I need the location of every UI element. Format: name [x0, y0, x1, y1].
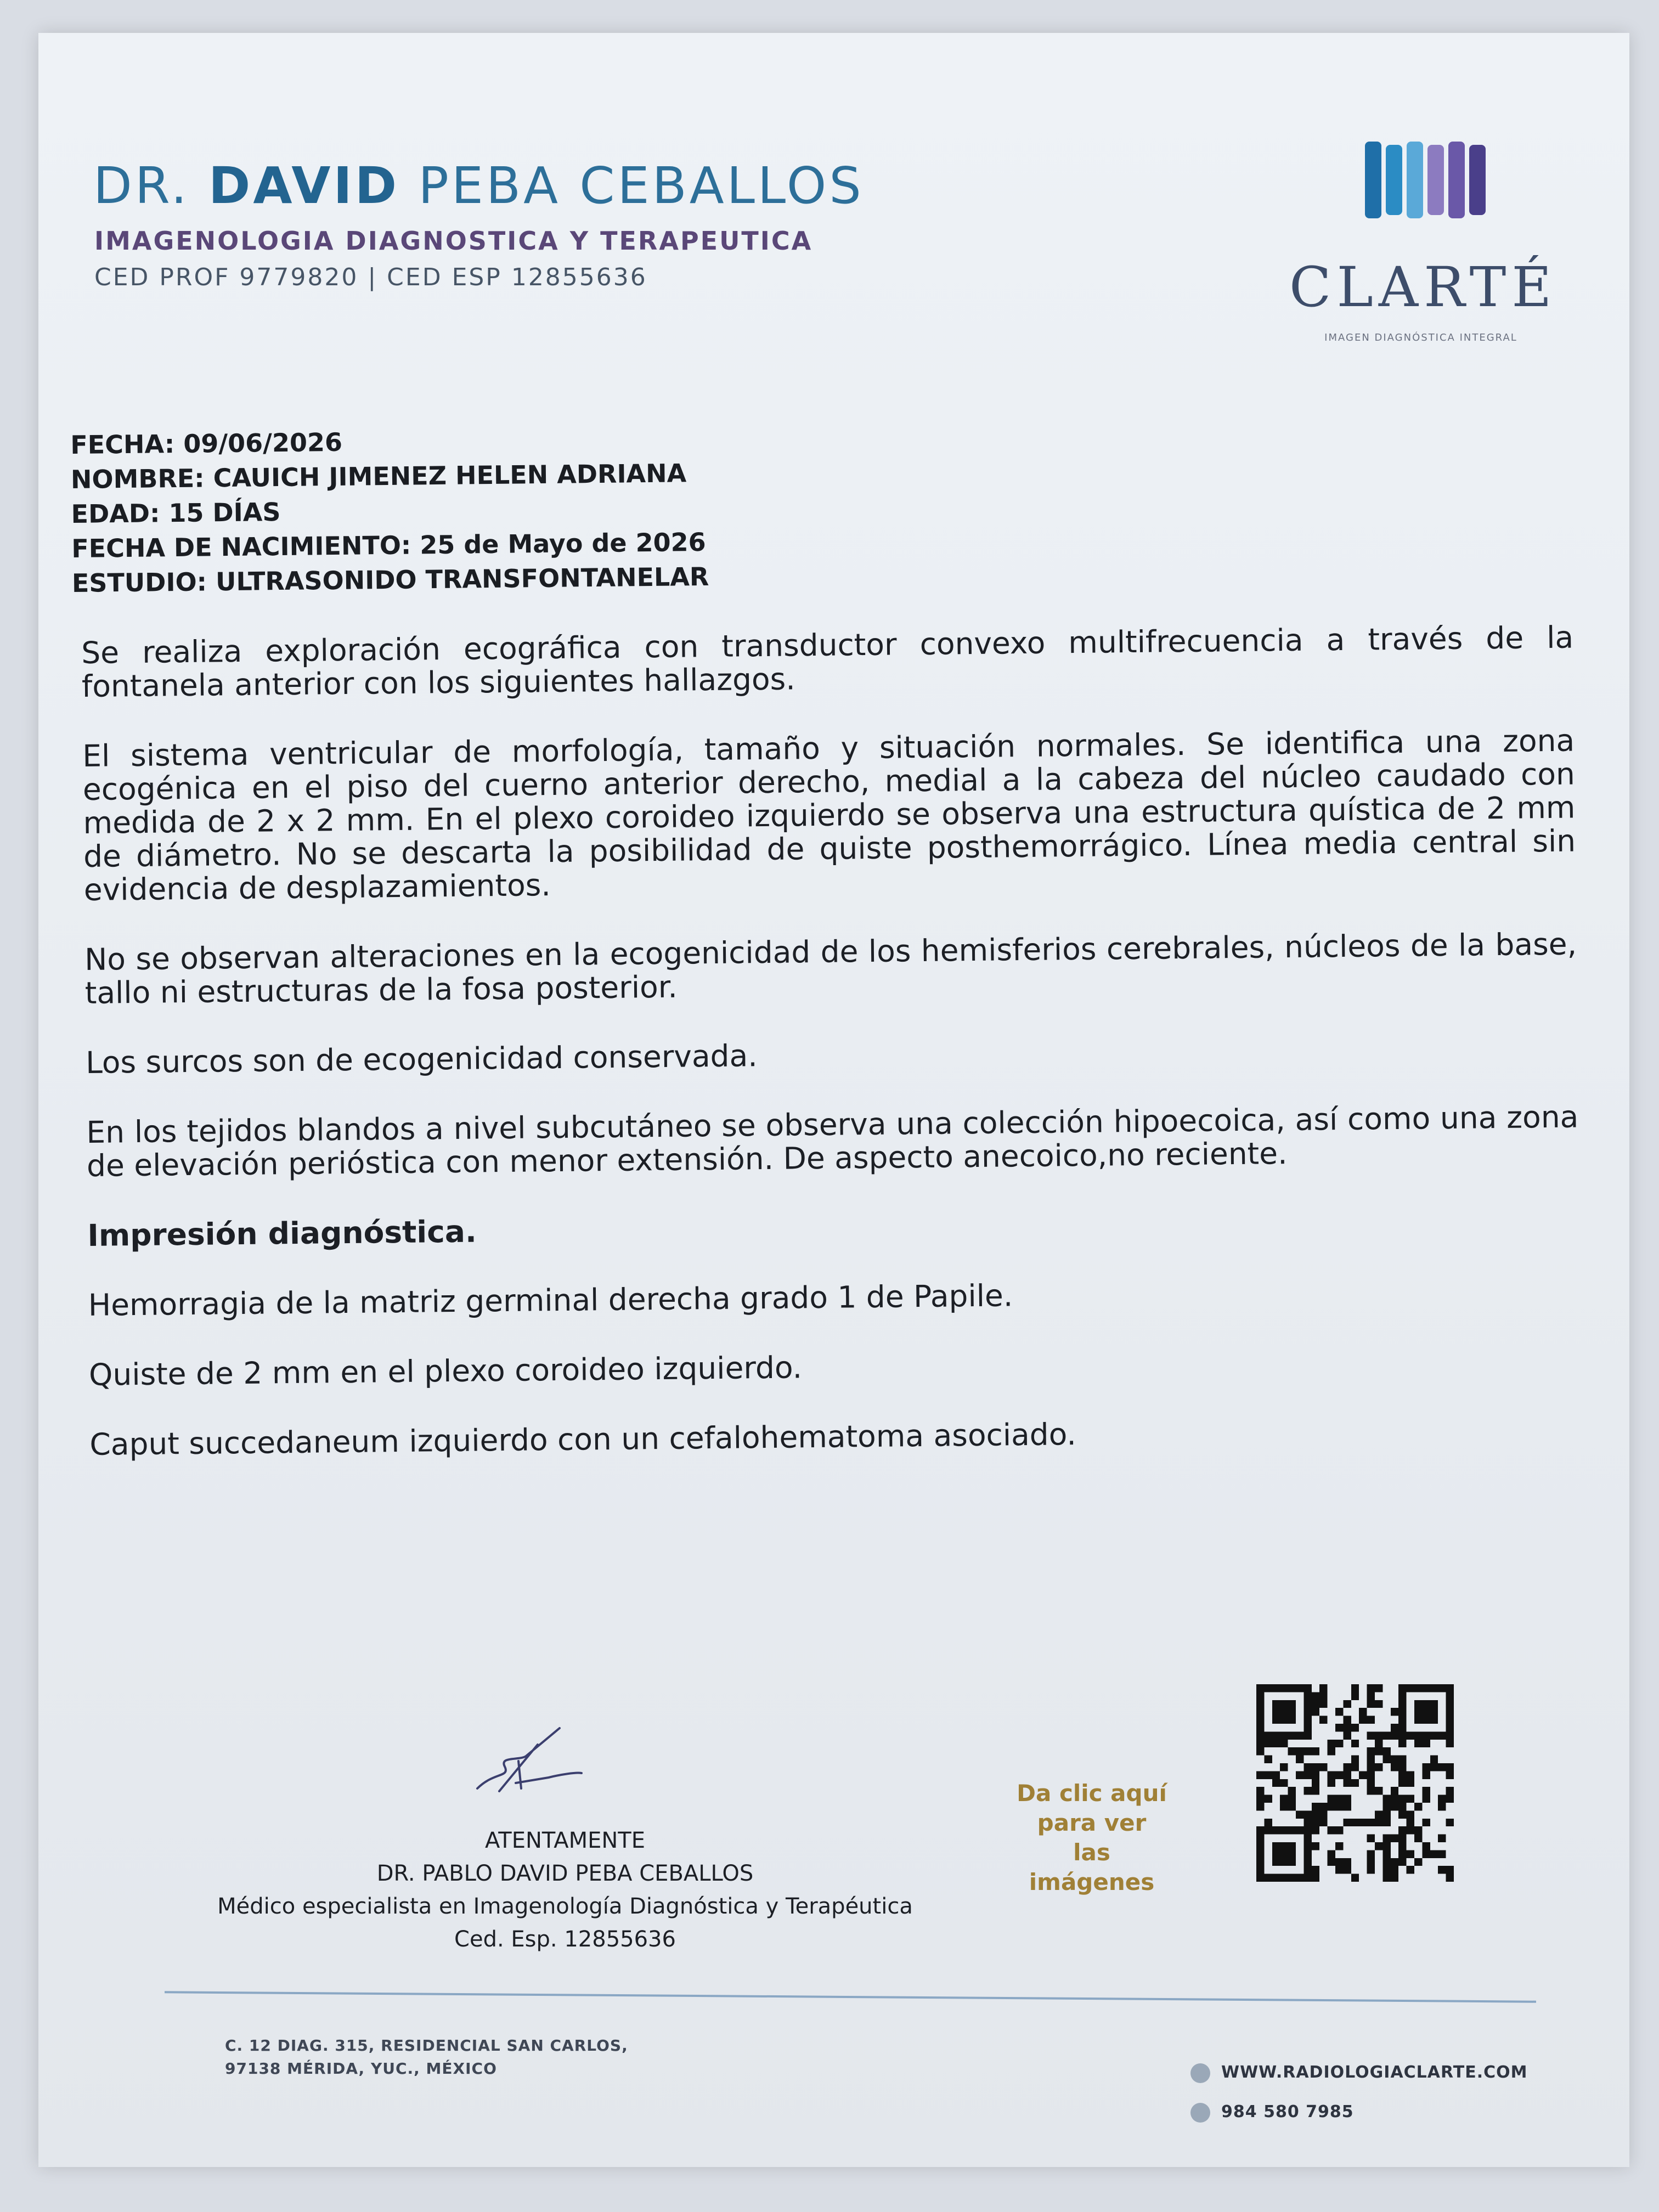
address-line: 97138 MÉRIDA, YUC., MÉXICO — [225, 2059, 497, 2078]
impression-item: Hemorragia de la matriz germinal derecha grado 1 de Papile. — [88, 1278, 1013, 1323]
phone-row — [1190, 2092, 1528, 2132]
clarte-logo-tagline: IMAGEN DIAGNÓSTICA INTEGRAL — [1324, 332, 1517, 343]
qr-code-icon[interactable] — [1256, 1684, 1454, 1882]
study-type: ESTUDIO: ULTRASONIDO TRANSFONTANELAR — [71, 561, 709, 598]
report-body — [81, 621, 1582, 1498]
phone-number: 984 580 7985 — [1221, 2102, 1354, 2121]
doctor-cedulas: CED PROF 9779820 | CED ESP 12855636 — [94, 263, 647, 291]
signature-cedula: Ced. Esp. 12855636 — [454, 1927, 676, 1952]
patient-birthdate: FECHA DE NACIMIENTO: 25 de Mayo de 2026 — [71, 527, 706, 563]
report-paragraph-intro: Se realiza exploración ecográfica con transductor convexo multifrecuencia a través de la fontanela anterior con los siguientes hallazgos. — [81, 619, 1574, 704]
logo-bar — [1365, 142, 1381, 218]
impression-item: Caput succedaneum izquierdo con un cefalohematoma asociado. — [89, 1417, 1077, 1462]
signature-closing: ATENTAMENTE — [485, 1828, 645, 1853]
report-paragraph-hemispheres: No se observan alteraciones en la ecogenicidad de los hemisferios cerebrales, núcleos de la base, tallo ni estructuras de la fosa posterior. — [84, 926, 1577, 1011]
globe-icon — [1190, 2063, 1210, 2083]
doctor-first-name: DAVID — [208, 156, 400, 215]
doctor-surnames: PEBA CEBALLOS — [418, 156, 864, 215]
report-paragraph-ventricles: El sistema ventricular de morfología, tamaño y situación normales. Se identifica una zona ecogénica en el piso del cuerno anterior derecho, medial a la cabeza del núcleo caudado con medida de 2 x 2 mm. En el plexo coroideo izquierdo se observa una estructura quística de 2 mm de diámetro. No se descarta la posibilidad de quiste posthemorrágico. Línea media central sin evidencia de desplazamientos. — [82, 723, 1576, 907]
report-paragraph-sulci: Los surcos son de ecogenicidad conservada. — [85, 1038, 758, 1080]
logo-bar — [1407, 142, 1423, 218]
qr-caption-line: imágenes — [1029, 1869, 1155, 1895]
whatsapp-icon — [1190, 2103, 1210, 2123]
report-paragraph-soft-tissue: En los tejidos blandos a nivel subcutáneo se observa una colección hipoecoica, así como una zona de elevación perióstica con menor extensión. De aspecto anecoico,no reciente. — [86, 1099, 1579, 1183]
signature-title: Médico especialista en Imagenología Diagnóstica y Terapéutica — [217, 1894, 913, 1919]
logo-bar — [1469, 145, 1486, 215]
qr-caption-line: para ver las — [1037, 1809, 1147, 1866]
address-line: C. 12 DIAG. 315, RESIDENCIAL SAN CARLOS, — [225, 2036, 628, 2055]
footer-contact — [1190, 2053, 1528, 2132]
logo-bar — [1386, 145, 1402, 215]
doctor-prefix: DR. — [93, 156, 190, 215]
signature-block — [148, 1824, 982, 1956]
doctor-specialty: IMAGENOLOGIA DIAGNOSTICA Y TERAPEUTICA — [94, 226, 813, 256]
website-row[interactable] — [1190, 2053, 1528, 2092]
clarte-logo-name: CLARTÉ — [1289, 255, 1558, 319]
impression-section — [87, 1203, 1582, 1461]
report-paper — [38, 33, 1629, 2167]
clarte-logo-icon — [1361, 136, 1492, 224]
impression-title: Impresión diagnóstica. — [87, 1214, 477, 1253]
handwritten-signature — [466, 1723, 592, 1805]
footer-divider — [165, 1991, 1536, 2002]
report-date: FECHA: 09/06/2026 — [70, 427, 343, 460]
logo-bar — [1448, 142, 1465, 218]
doctor-name-heading — [93, 156, 864, 215]
logo-bar — [1427, 145, 1444, 215]
website-link[interactable]: WWW.RADIOLOGIACLARTE.COM — [1221, 2063, 1528, 2082]
footer-address — [225, 2034, 628, 2080]
patient-name: NOMBRE: CAUICH JIMENEZ HELEN ADRIANA — [70, 458, 687, 494]
patient-age: EDAD: 15 DÍAS — [71, 496, 281, 529]
impression-item: Quiste de 2 mm en el plexo coroideo izquierdo. — [88, 1350, 803, 1392]
patient-info — [70, 421, 709, 601]
qr-caption-link[interactable] — [1015, 1779, 1169, 1897]
signature-name: DR. PABLO DAVID PEBA CEBALLOS — [376, 1861, 754, 1886]
qr-caption-line: Da clic aquí — [1017, 1780, 1167, 1807]
